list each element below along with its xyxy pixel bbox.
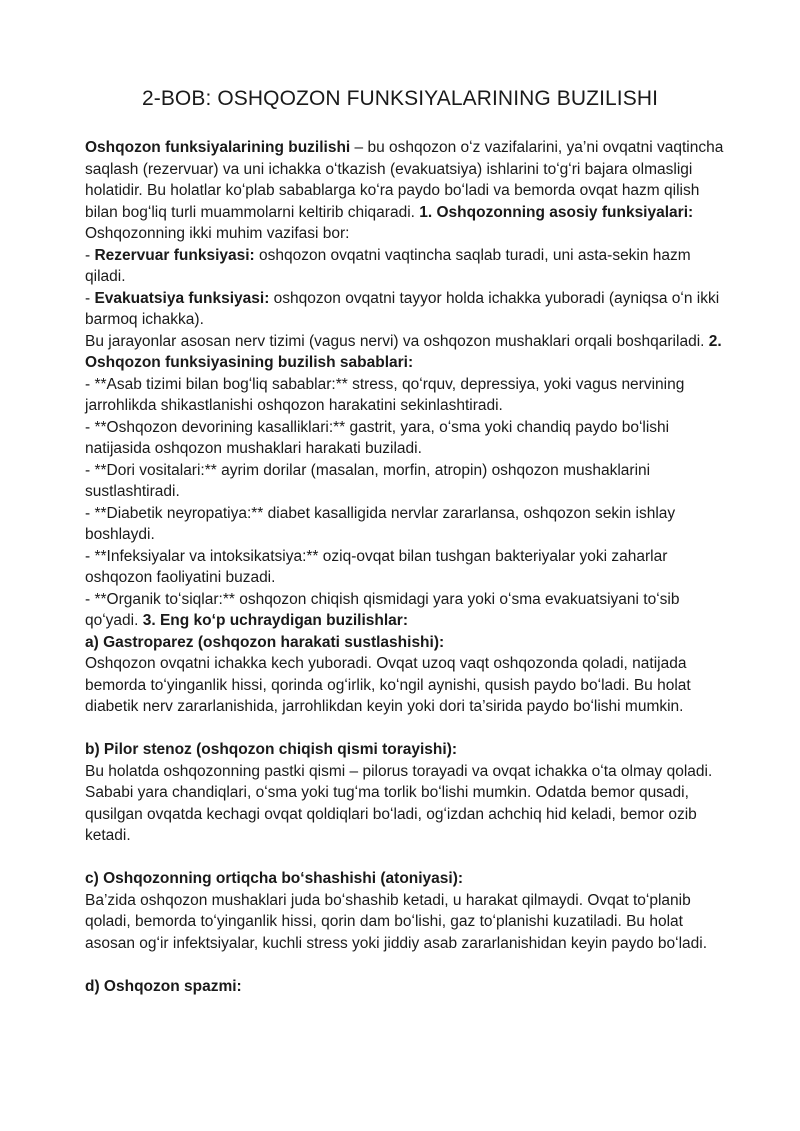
disorder-heading: c) Oshqozonning ortiqcha boʻshashishi (atoniyasi): [85, 870, 464, 887]
function-item-label: Evakuatsiya funksiyasi: [94, 289, 270, 307]
cause-item: - **Oshqozon devorining kasalliklari:** gastrit, yara, oʻsma yoki chandiq paydo boʻlishi natijasida oshqozon mushaklari harakati buziladi. [85, 418, 670, 457]
function-item: - Rezervuar funksiyasi: oshqozon ovqatni vaqtincha saqlab turadi, uni asta-sekin hazm qiladi. [85, 246, 691, 285]
function-item: - Evakuatsiya funksiyasi: oshqozon ovqatni tayyor holda ichakka yuboradi (ayniqsa oʻn ikki barmoq ichakka). [85, 289, 720, 328]
functions-lead: Oshqozonning ikki muhim vazifasi bor: [85, 225, 350, 242]
cause-item: - **Dori vositalari:** ayrim dorilar (masalan, morfin, atropin) oshqozon mushaklarini sustlashtiradi. [85, 461, 651, 500]
disorder-heading: b) Pilor stenoz (oshqozon chiqish qismi torayishi): [85, 741, 458, 758]
intro-term: Oshqozon funksiyalarining buzilishi [85, 139, 351, 156]
functions-closing: Bu jarayonlar asosan nerv tizimi (vagus nervi) va oshqozon mushaklari orqali boshqariladi. 2. Oshqozon funksiyasining buzilish sabablari: [85, 332, 722, 371]
disorder-heading: a) Gastroparez (oshqozon harakati sustlashishi): [85, 633, 445, 651]
cause-item: - **Infeksiyalar va intoksikatsiya:** oziq-ovqat bilan tushgan bakteriyalar yoki zaharlar oshqozon faoliyatini buzadi. [85, 547, 668, 586]
function-item-label: Rezervuar funksiyasi: [94, 246, 255, 264]
paragraph-gap [85, 847, 727, 869]
function-item-text: oshqozon ovqatni vaqtincha saqlab turadi, uni asta-sekin hazm qiladi. [85, 246, 691, 285]
function-item-text: oshqozon ovqatni tayyor holda ichakka yuboradi (ayniqsa oʻn ikki barmoq ichakka). [85, 289, 720, 328]
document-body [85, 137, 727, 997]
disorder-text: Ba’zida oshqozon mushaklari juda boʻshashib ketadi, u harakat qilmaydi. Ovqat toʻplanib qoladi, bemorda toʻyinganlik hissi, qorin dam boʻlishi, gaz toʻplanishi kuzatiladi. Bu holat asosan ogʻir infektsiyalar, kuchli stress yoki jiddiy asab zararlanishidan keyin paydo boʻladi. [85, 891, 708, 952]
cause-item: - **Diabetik neyropatiya:** diabet kasalligida nervlar zararlansa, oshqozon sekin ishlay boshlaydi. [85, 504, 676, 543]
disorder-text: Oshqozon ovqatni ichakka kech yuboradi. Ovqat uzoq vaqt oshqozonda qoladi, natijada bemorda toʻyinganlik hissi, qorinda ogʻirlik, koʻngil aynishi, qusish paydo boʻladi. Bu holat diabetik nerv zararlanishida, jarrohlikdan keyin yoki dori ta’sirida paydo boʻlishi mumkin. [85, 655, 691, 715]
intro-text: – bu oshqozon oʻz vazifalarini, ya’ni ovqatni vaqtincha saqlash (rezervuar) va uni ichakka oʻtkazish (evakuatsiya) ishlarini toʻgʻri bajara olmasligi holatidir. Bu holatlar koʻplab sabablarga koʻra paydo boʻladi va bemorda ovqat hazm qilish bilan bogʻliq turli muammolarni keltirib chiqaradi. [85, 139, 724, 221]
cause-item: - **Asab tizimi bilan bogʻliq sabablar:** stress, qoʻrquv, depressiya, yoki vagus nervining jarrohlikda shikastlanishi oshqozon harakatini sekinlashtiradi. [85, 375, 685, 414]
section-heading-1: 1. Oshqozonning asosiy funksiyalari: [419, 203, 694, 221]
disorder-text: Bu holatda oshqozonning pastki qismi – pilorus torayadi va ovqat ichakka oʻta olmay qoladi. Sababi yara chandiqlari, oʻsma yoki tugʻma torlik boʻlishi mumkin. Odatda bemor qusadi, qusilgan ovqatda kechagi ovqat qoldiqlari boʻladi, ogʻizdan achchiq hid keladi, bemor ozib ketadi. [85, 762, 713, 844]
paragraph-gap [85, 954, 727, 976]
cause-item: - **Organik toʻsiqlar:** oshqozon chiqish qismidagi yara yoki oʻsma evakuatsiyani toʻsib qoʻyadi. 3. Eng koʻp uchraydigan buzilishlar: [85, 590, 680, 629]
intro-paragraph [85, 137, 727, 223]
section-heading-2: 2. Oshqozon funksiyasining buzilish sabablari: [85, 332, 722, 371]
chapter-title: 2-BOB: OSHQOZON FUNKSIYALARINING BUZILISHI [141, 87, 659, 110]
paragraph-gap [85, 718, 727, 740]
disorder-heading: d) Oshqozon spazmi: [85, 977, 242, 995]
section-heading-3: 3. Eng koʻp uchraydigan buzilishlar: [142, 612, 408, 629]
